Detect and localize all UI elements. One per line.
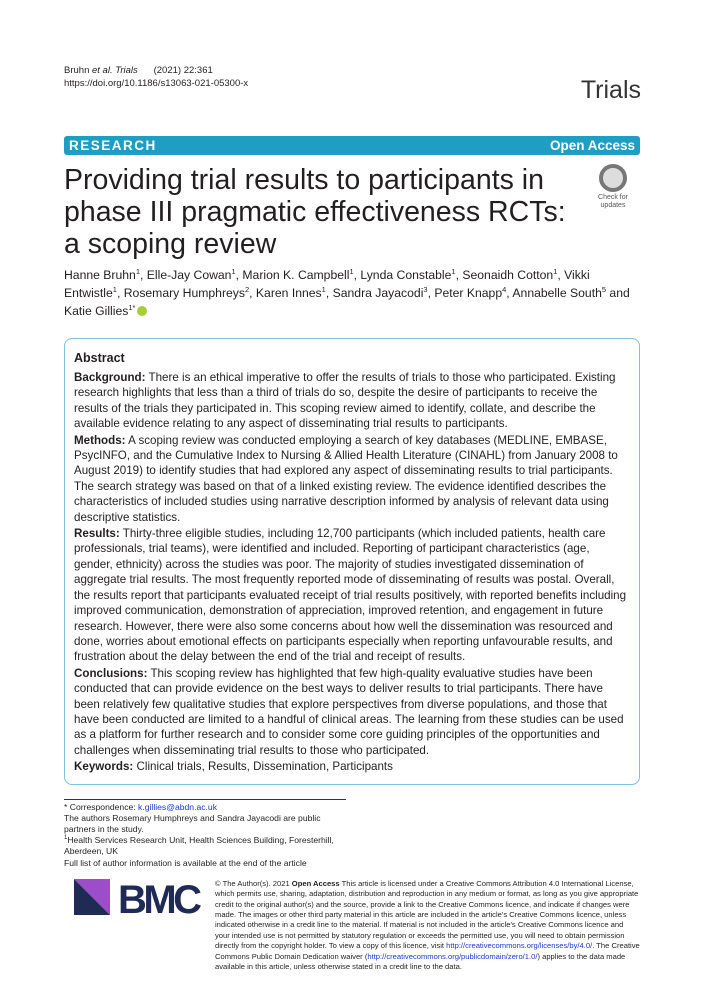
abstract-results: Results: Thirty-three eligible studies, including 12,700 participants (which included patients, health care professionals, trial teams), were identified and included. Reporting of participant characteristics (age, gender, ethnicity) across the studies was poor. The majority of studies investigated dissemination of aggregate trial results. The most frequently reported mode of disseminating of results was postal. Overall, the results report that participants evaluated receipt of trial results positively, with reported benefits including improved communication, demonstration of appreciation, improved retention, and engagement in future research. However, there were also some concerns about how well the dissemination was resourced and done, worries about emotional effects on participants especially when reporting unfavourable results, and frustration about the delay between the end of the trial and receipt of results. — [74, 527, 627, 664]
author: Sandra Jayacodi$^3$ — [332, 284, 428, 300]
author: Annabelle South$^5$ — [512, 284, 607, 300]
citation-header — [64, 64, 248, 90]
author: Hanne Bruhn$^1$ — [64, 266, 140, 282]
author: Peter Knapp$^4$ — [434, 284, 507, 300]
open-access-label: Open Access — [549, 138, 635, 153]
abstract-heading: Abstract — [74, 351, 125, 365]
article-type: RESEARCH — [69, 138, 157, 153]
article-title: Providing trial results to participants in phase III pragmatic effectiveness RCTs: a scoping review — [64, 164, 566, 260]
author: Rosemary Humphreys$^2$ — [123, 284, 250, 300]
abstract-keywords: Keywords: Clinical trials, Results, Dissemination, Participants — [74, 760, 393, 774]
citation-etal: et al. Trials — [92, 65, 138, 76]
cc-by-link[interactable]: http://creativecommons.org/licenses/by/4.0/ — [446, 941, 593, 951]
citation-author: Bruhn — [64, 65, 90, 76]
article-type-banner — [64, 136, 640, 155]
author: Elle-Jay Cowan$^1$ — [146, 266, 236, 282]
affiliation-number: 1 — [64, 835, 68, 842]
check-updates-line2: updates — [600, 202, 626, 209]
article-front-matter — [64, 164, 640, 992]
footnote-rule — [64, 799, 346, 800]
author: Marion K. Campbell$^1$ — [242, 266, 354, 282]
bmc-logo-text: BMC — [118, 878, 202, 917]
author: Vikki Entwistle$^1$ — [64, 268, 590, 300]
author: Seonaidh Cotton$^1$ — [462, 266, 558, 282]
citation-volume: (2021) 22:361 — [153, 65, 213, 76]
license-statement: © The Author(s). 2021 Open Access This article is licensed under a Creative Commons Attribution 4.0 International License, which permits use, sharing, adaptation, distribution and reproduction in any medium or format, as long as you give appropriate credit to the original author(s) and the source, provide a link to the Creative Commons licence, and indicate if changes were made. The images or other third party material in this article are included in the article's Creative Commons licence, unless indicated otherwise in a credit line to the material. If material is not included in the article's Creative Commons licence and your intended use is not permitted by statutory regulation or exceeds the permitted use, you will need to obtain permission directly from the copyright holder. To view a copy of this licence, visit http://creativecommons.org/licenses/by/4.0/. The Creative Commons Public Domain Dedication waiver (http://creativecommons.org/publicdomain/zero/1.0/) applies to the data made available in this article, unless otherwise stated in a credit line to the data. — [215, 878, 640, 972]
author-list: Hanne Bruhn$^1$, Elle-Jay Cowan$^1$, Marion K. Campbell$^1$, Lynda Constable$^1$, Seonaidh Cotton$^1$, Vikki Entwistle$^1$, Rosemary Humphreys$^2$, Karen Innes$^1$, Sandra Jayacodi$^3$, Peter Knapp$^4$, Annabelle South$^5$ and Katie Gillies$^{1*}$ — [64, 266, 630, 318]
public-partners-note: The authors Rosemary Humphreys and Sandra Jayacodi are public partners in the study. — [64, 812, 321, 834]
footnotes — [64, 802, 346, 869]
abstract-conclusions: Conclusions: This scoping review has highlighted that few high-quality evaluative studies have been conducted that can provide evidence on the best ways to deliver results to trial participants. There have been relatively few qualitative studies that explore perspectives from diverse populations, and those that have been conducted are limited to a handful of clinical areas. The learning from these studies can be used as a platform for further research and to consider some core guiding principles of the opportunities and challenges when disseminating trial results to those who participated. — [74, 666, 624, 757]
author: Lynda Constable$^1$ — [360, 266, 456, 282]
check-updates-line1: Check for — [598, 194, 628, 201]
cc-zero-link[interactable]: http://creativecommons.org/publicdomain/zero/1.0/ — [367, 951, 538, 961]
abstract-background: Background: There is an ethical imperative to offer the results of trials to those who participated. Existing research highlights that less than a third of trials do so, despite the desire of participants to receive the results of the trials they participated in. This scoping review aimed to identify, collate, and describe the available evidence relating to any aspect of disseminating trial results to participants. — [74, 371, 616, 431]
correspondence-label: * Correspondence: — [64, 801, 139, 812]
author: Karen Innes$^1$ — [255, 284, 326, 300]
affiliation-1: Health Services Research Unit, Health Sciences Building, Foresterhill, Aberdeen, UK — [64, 835, 334, 857]
abstract-box — [64, 338, 640, 785]
publisher-license-row — [64, 879, 640, 993]
orcid-icon[interactable] — [137, 306, 147, 316]
author: Katie Gillies$^{1*}$ — [64, 302, 136, 318]
full-list-note: Full list of author information is available at the end of the article — [64, 857, 307, 868]
journal-name: Trials — [580, 76, 641, 104]
correspondence-email[interactable]: k.gillies@abdn.ac.uk — [138, 801, 217, 812]
bmc-logo — [74, 879, 204, 917]
doi-link[interactable]: https://doi.org/10.1186/s13063-021-05300-x — [64, 78, 249, 89]
abstract-methods: Methods: A scoping review was conducted employing a search of key databases (MEDLINE, EMBASE, PsycINFO, and the Cumulative Index to Nursing & Allied Health Literature (CINAHL) from January 2008 to August 2019) to identify studies that had explored any aspect of disseminating results to trial participants. The search strategy was based on that of a linked existing review. The evidence identified describes the characteristics of included studies using narrative description informed by analysis of relevant data using descriptive statistics. — [74, 433, 618, 524]
